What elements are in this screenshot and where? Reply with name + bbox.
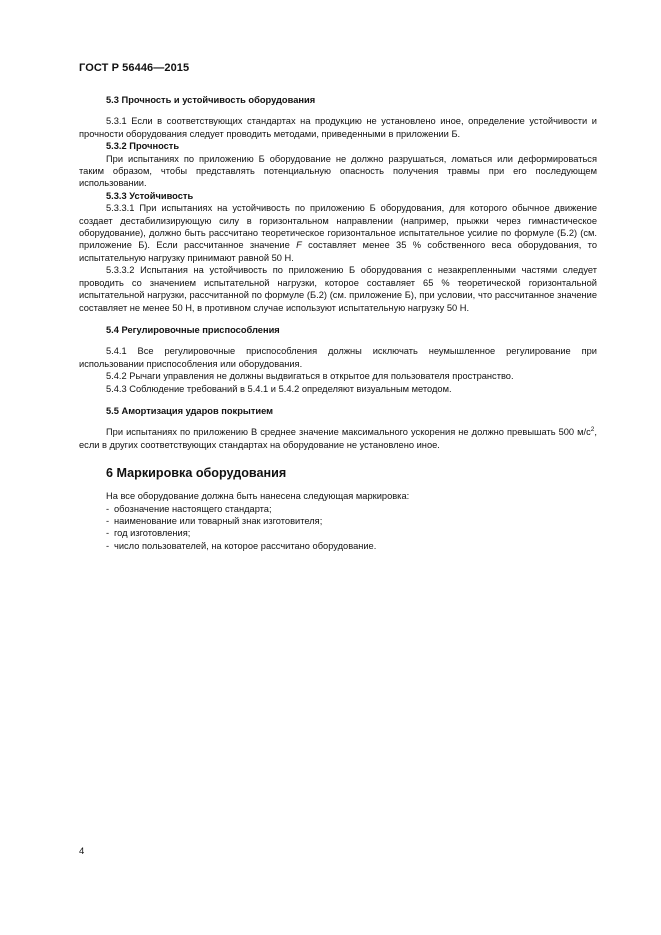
paragraph-5-3-3-1-part-b: составляет менее 35 % собственного веса оборудования, то испытательную нагрузку принимают равной 50 Н. xyxy=(79,240,597,263)
paragraph-5-3-1: 5.3.1 Если в соответствующих стандартах на продукцию не установлено иное, определение устойчивости и прочности оборудования следует проводить методами, приведенными в приложении Б. xyxy=(79,116,597,139)
section-5-4-title: 5.4 Регулировочные приспособления xyxy=(106,324,280,335)
variable-F: F xyxy=(296,240,302,251)
section-5-5-title: 5.5 Амортизация ударов покрытием xyxy=(106,405,274,416)
list-item-text: наименование или товарный знак изготовителя; xyxy=(114,515,323,526)
paragraph-5-5-part-b: , если в других соответствующих стандартах на оборудование не установлено иное. xyxy=(79,427,597,450)
section-6-intro: На все оборудование должна быть нанесена следующая маркировка: xyxy=(106,491,410,502)
paragraph-5-4-1: 5.4.1 Все регулировочные приспособления должны исключать неумышленное регулирование при использовании приспособления или оборудования. xyxy=(79,346,597,369)
marking-list xyxy=(79,503,597,553)
paragraph-5-3-3-1-part-a: 5.3.3.1 При испытаниях на устойчивость по приложению Б оборудования, для которого обычное движение создает дестабилизирующую силу в горизонтальном направлении (например, прыжки через гимнастическое оборудование), должно быть рассчитано теоретическое горизонтальное испытательное усилие по формуле (Б.2) (см. приложение Б). Если рассчитанное значение xyxy=(79,203,597,251)
document-body xyxy=(79,94,597,552)
paragraph-5-3-3-2: 5.3.3.2 Испытания на устойчивость по приложению Б оборудования с незакрепленными частями следует проводить со значением испытательной нагрузки, которое составляет 65 % теоретической горизонтальной испытательной нагрузки, рассчитанной по формуле (Б.2) (см. приложение Б), при условии, что рассчитанное значение составляет не менее 50 Н, в противном случае используют испытательную нагрузку 50 Н. xyxy=(79,265,597,313)
paragraph-5-4-2: 5.4.2 Рычаги управления не должны выдвигаться в открытое для пользователя пространство. xyxy=(106,371,514,382)
list-item-text: год изготовления; xyxy=(114,528,191,539)
dash-marker: - xyxy=(106,528,110,539)
paragraph-5-3-2: При испытаниях по приложению Б оборудование не должно разрушаться, ломаться или деформироваться таким образом, чтобы представлять потенциальную опасность получения травмы при его последующем использовании. xyxy=(79,153,597,189)
heading-5-3-2: 5.3.2 Прочность xyxy=(106,141,180,152)
list-item-text: число пользователей, на которое рассчитано оборудование. xyxy=(114,540,377,551)
section-5-3-title: 5.3 Прочность и устойчивость оборудования xyxy=(106,95,316,105)
paragraph-5-5 xyxy=(79,426,597,451)
paragraph-5-4-3: 5.4.3 Соблюдение требований в 5.4.1 и 5.4.2 определяют визуальным методом. xyxy=(106,383,452,394)
dash-marker: - xyxy=(106,515,110,526)
superscript-2: 2 xyxy=(590,426,595,434)
dash-marker: - xyxy=(106,503,110,514)
list-item xyxy=(106,540,597,552)
document-header: ГОСТ Р 56446—2015 xyxy=(79,62,190,74)
paragraph-5-3-3-1 xyxy=(79,202,597,264)
list-item xyxy=(106,503,597,515)
list-item xyxy=(106,515,597,527)
heading-5-3-3: 5.3.3 Устойчивость xyxy=(106,190,194,201)
list-item-text: обозначение настоящего стандарта; xyxy=(114,503,272,514)
page-number: 4 xyxy=(79,846,85,857)
section-6-title: 6 Маркировка оборудования xyxy=(106,466,287,481)
paragraph-5-5-part-a: При испытаниях по приложению В среднее значение максимального ускорения не должно превышать 500 м/с xyxy=(106,427,591,438)
list-item xyxy=(106,527,597,539)
dash-marker: - xyxy=(106,540,110,551)
